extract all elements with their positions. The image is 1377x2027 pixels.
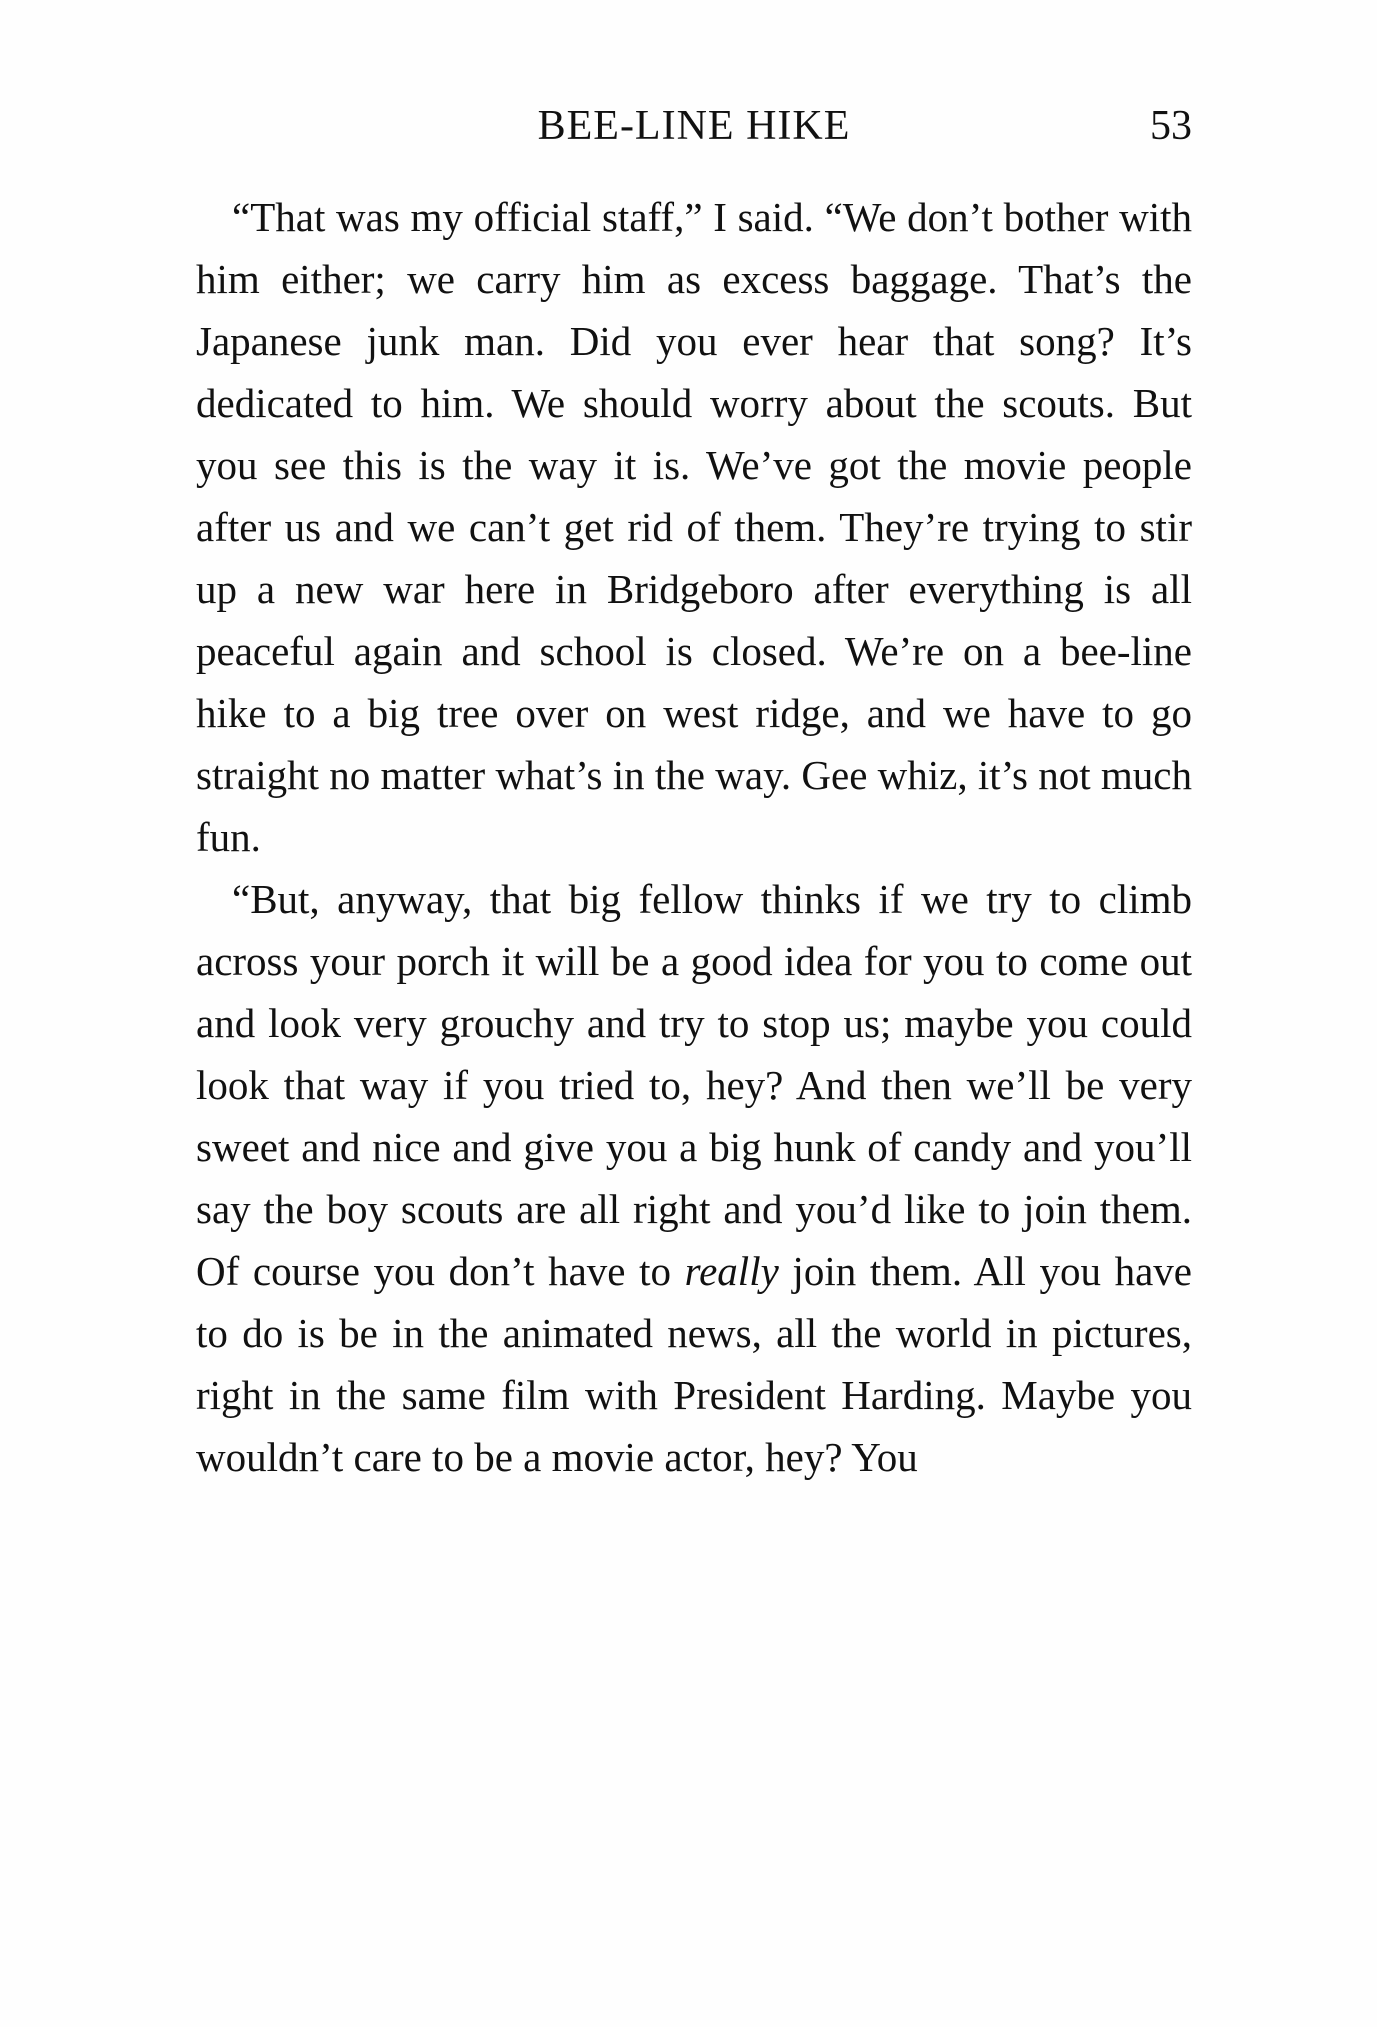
paragraph-1: “That was my official staff,” I said. “We don’t bother with him either; we carry him as excess baggage. That’s the Japanese junk man. Did you ever hear that song? It’s dedicated to him. We should worry about the scouts. But you see this is the way it is. We’ve got the movie people after us and we can’t get rid of them. They’re trying to stir up a new war here in Bridgeboro after everything is all peaceful again and school is closed. We’re on a bee-line hike to a big tree over on west ridge, and we have to go straight no matter what’s in the way. Gee whiz, it’s not much fun. [196,194,1192,860]
paragraph-2-part-2: join them. All you have to do is be in the animated news, all the world in pictures, right in the same film with President Harding. Maybe you wouldn’t care to be a movie actor, hey? You [196,1248,1193,1480]
emphasized-word: really [684,1248,779,1294]
running-head [196,96,1192,156]
running-title: BEE-LINE HIKE [537,103,851,149]
page-number: 53 [1150,103,1192,149]
paragraph-2-part-1: “But, anyway, that big fellow thinks if we try to climb across your porch it will be a good idea for you to come out and look very grouchy and try to stop us; maybe you could look that way if you tried to, hey? And then we’ll be very sweet and nice and give you a big hunk of candy and you’ll say the boy scouts are all right and you’d like to join them. Of course you don’t have to [196,876,1192,1294]
paragraph-2 [196,868,1192,1488]
body-text [196,186,1192,1488]
